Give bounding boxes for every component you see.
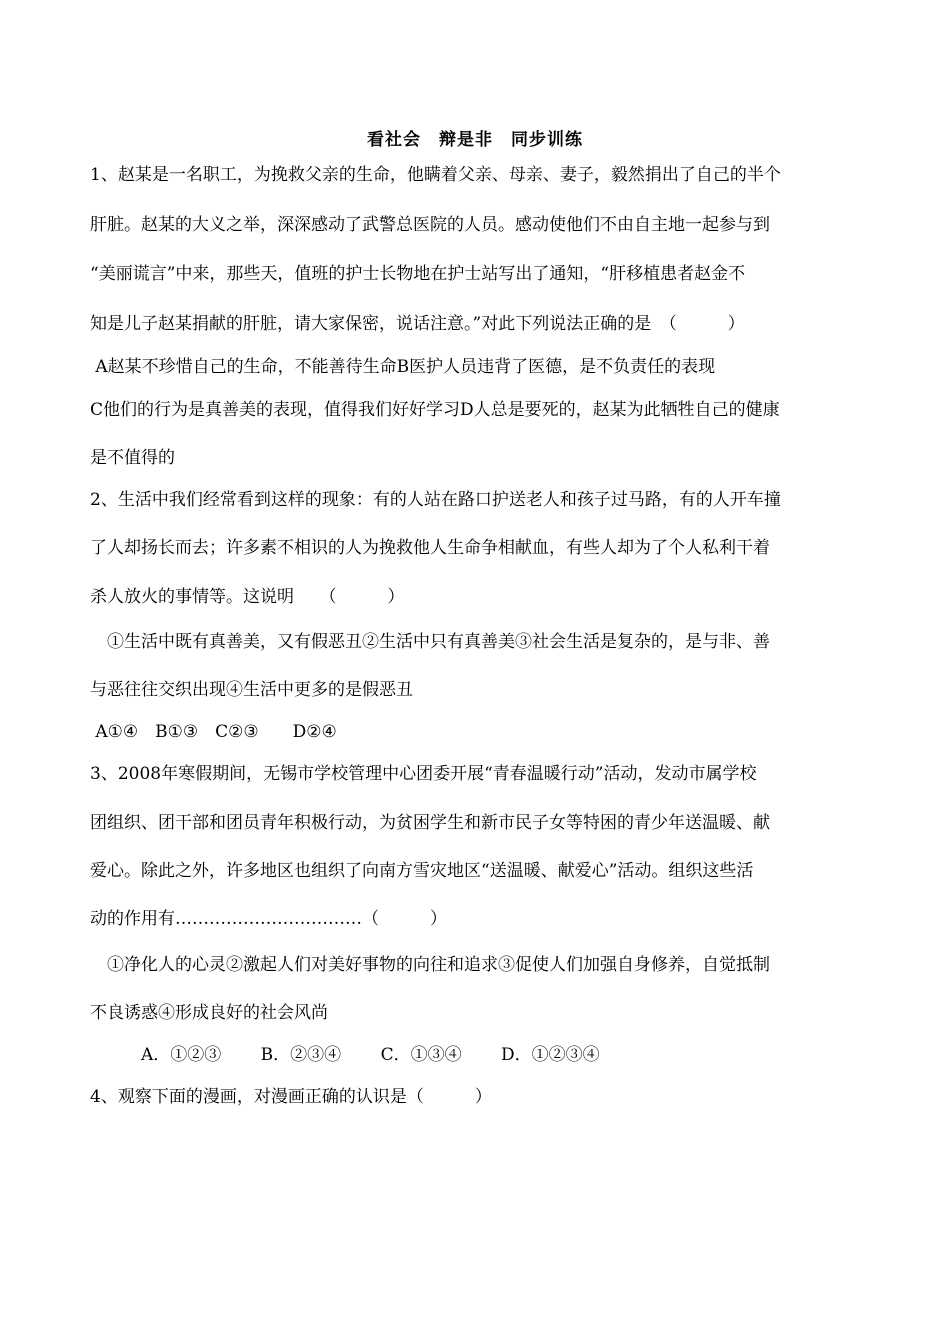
question-2-line: 杀人放火的事情等。这说明 （ ） xyxy=(90,587,405,607)
question-3-option-line: 不良诱惑④形成良好的社会风尚 xyxy=(90,1003,328,1023)
question-3-line: 团组织、团干部和团员青年积极行动，为贫困学生和新市民子女等特困的青少年送温暖、献 xyxy=(90,813,770,833)
question-3-line: 爱心。除此之外，许多地区也组织了向南方雪灾地区“送温暖、献爱心”活动。组织这些活 xyxy=(90,861,754,881)
question-3-line: 动的作用有……………………………（ ） xyxy=(90,909,447,929)
question-2-option-line: 与恶往往交织出现④生活中更多的是假恶丑 xyxy=(90,680,413,700)
question-2-option-line: ①生活中既有真善美，又有假恶丑②生活中只有真善美③社会生活是复杂的，是与非、善 xyxy=(90,632,770,652)
question-1-option-line: 是不值得的 xyxy=(90,448,175,468)
question-2-answer-choices: A①④ B①③ C②③ D②④ xyxy=(90,722,337,742)
question-2-line: 了人却扬长而去；许多素不相识的人为挽救他人生命争相献血，有些人却为了个人私利干着 xyxy=(90,538,770,558)
question-1-line: 知是儿子赵某捐献的肝脏，请大家保密，说话注意。”对此下列说法正确的是 （ ） xyxy=(90,314,745,334)
page-title: 看社会 辩是非 同步训练 xyxy=(367,130,583,150)
question-1-line: 1、赵某是一名职工，为挽救父亲的生命，他瞒着父亲、母亲、妻子，毅然捐出了自己的半个 xyxy=(90,165,781,185)
question-3-answer-choices: A．①②③ B．②③④ C．①③④ D．①②③④ xyxy=(90,1045,600,1065)
question-1-option-line: A赵某不珍惜自己的生命，不能善待生命B医护人员违背了医德，是不负责任的表现 xyxy=(90,357,716,377)
question-1-line: 肝脏。赵某的大义之举，深深感动了武警总医院的人员。感动使他们不由自主地一起参与到 xyxy=(90,215,770,235)
question-2-line: 2、生活中我们经常看到这样的现象：有的人站在路口护送老人和孩子过马路，有的人开车撞 xyxy=(90,490,781,510)
question-3-option-line: ①净化人的心灵②激起人们对美好事物的向往和追求③促使人们加强自身修养，自觉抵制 xyxy=(90,955,770,975)
question-1-line: “美丽谎言”中来，那些天，值班的护士长物地在护士站写出了通知，“肝移植患者赵金不 xyxy=(90,264,746,284)
question-3-line: 3、2008年寒假期间，无锡市学校管理中心团委开展“青春温暖行动”活动，发动市属学校 xyxy=(90,764,757,784)
question-1-option-line: C他们的行为是真善美的表现，值得我们好好学习D人总是要死的，赵某为此牺牲自己的健康 xyxy=(90,400,780,420)
question-4-line: 4、观察下面的漫画，对漫画正确的认识是（ ） xyxy=(90,1087,492,1107)
